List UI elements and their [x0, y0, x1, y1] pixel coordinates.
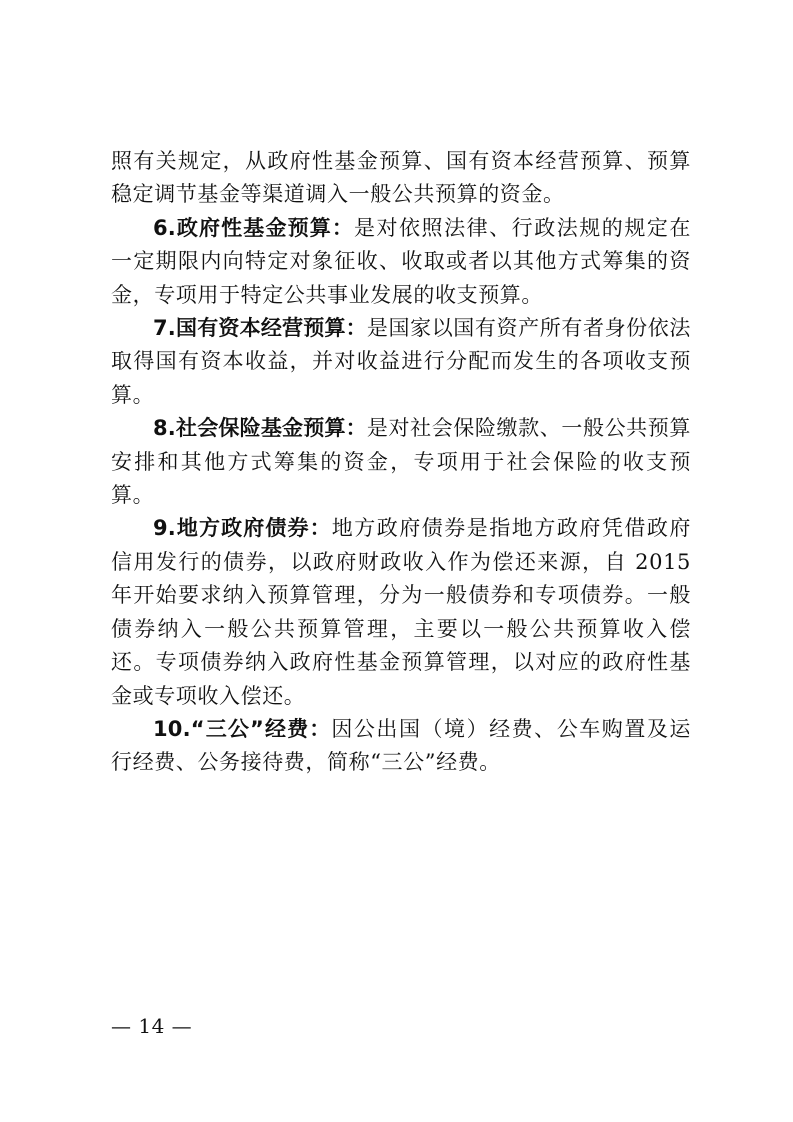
- paragraph-definition-9: [111, 512, 691, 712]
- paragraph-definition-10: [111, 713, 691, 780]
- definition-text: 是对社会保险缴款、一般公共预算安排和其他方式筹集的资金，专项用于社会保险的收支预算。: [111, 416, 691, 508]
- paragraph-text: 照有关规定，从政府性基金预算、国有资本经营预算、预算稳定调节基金等渠道调入一般公共预算的资金。: [111, 149, 691, 207]
- page-number: — 14 —: [111, 1014, 193, 1038]
- definition-text: 是对依照法律、行政法规的规定在一定期限内向特定对象征收、收取或者以其他方式筹集的资金，专项用于特定公共事业发展的收支预算。: [111, 215, 691, 307]
- definition-term: 9.地方政府债券：: [153, 516, 332, 541]
- paragraph-definition-6: [111, 212, 691, 312]
- definition-term: 8.社会保险基金预算：: [153, 416, 367, 441]
- definition-text: 地方政府债券是指地方政府凭借政府信用发行的债券，以政府财政收入作为偿还来源，自 2015 年开始要求纳入预算管理，分为一般债券和专项债券。一般债券纳入一般公共预算管理，主要以一般公共预算收入偿还。专项债券纳入政府性基金预算管理，以对应的政府性基金或专项收入偿还。: [111, 516, 691, 708]
- definition-term: 7.国有资本经营预算：: [153, 316, 367, 341]
- paragraph-definition-8: [111, 412, 691, 512]
- definition-term: 10.“三公”经费：: [153, 716, 332, 741]
- definition-text: 因公出国（境）经费、公车购置及运行经费、公务接待费，简称“三公”经费。: [111, 716, 691, 775]
- definition-text: 是国家以国有资产所有者身份依法取得国有资本收益，并对收益进行分配而发生的各项收支预算。: [111, 316, 691, 407]
- document-body: [111, 145, 691, 780]
- paragraph-continuation: [111, 145, 691, 212]
- paragraph-definition-7: [111, 312, 691, 412]
- definition-term: 6.政府性基金预算：: [153, 215, 354, 240]
